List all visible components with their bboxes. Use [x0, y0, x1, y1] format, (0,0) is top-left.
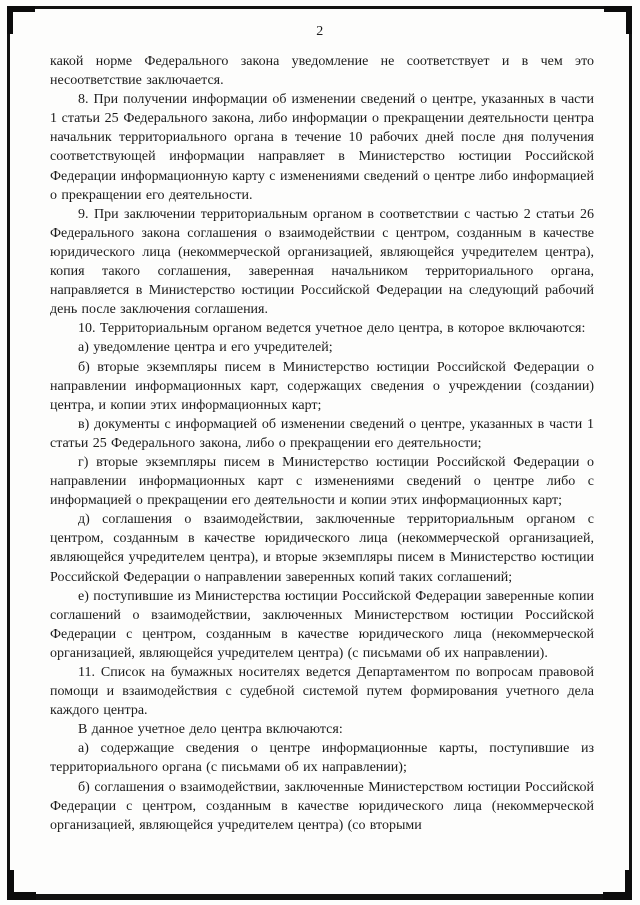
paragraph-subitem-v: в) документы с информацией об изменении сведений о центре, указанных в части 1 статьи 25 Федерального закона, либо о прекращении его деятельности;: [50, 416, 594, 451]
paragraph-subitem-b2: б) соглашения о взаимодействии, заключенные Министерством юстиции Российской Федерации с центром, созданным в качестве юридического лица (некоммерческой организацией, являющейся учредителем центра) (со вторыми: [50, 779, 594, 833]
paragraph-subitem-g: г) вторые экземпляры писем в Министерство юстиции Российской Федерации о направлении информационных карт с изменениями сведений о центре либо с информацией о прекращении его деятельности и копии этих информационных карт;: [50, 454, 594, 509]
paragraph-subitem-e: е) поступившие из Министерства юстиции Российской Федерации заверенные копии соглашений о взаимодействии, заключенных Министерством юстиции Российской Федерации с центром, созданным в качестве юридического лица (некоммерческой организацией, являющейся учредителем центра) (с письмами об их направлении).: [50, 588, 594, 661]
paragraph-item-10: 10. Территориальным органом ведется учетное дело центра, в которое включаются:: [78, 321, 586, 337]
document-body: [50, 52, 594, 835]
paragraph-item-9: 9. При заключении территориальным органом в соответствии с частью 2 статьи 26 Федерального закона соглашения о взаимодействии с центром, созданным в качестве юридического лица (некоммерческой организацией, являющейся учредителем центра), копия такого соглашения, заверенная начальником территориального органа, направляется в Министерство юстиции Российской Федерации на следующий рабочий день после заключения соглашения.: [50, 206, 594, 318]
paragraph-subitem-a: а) уведомление центра и его учредителей;: [78, 340, 333, 356]
page-number: 2: [316, 24, 324, 39]
paragraph-intro-list: В данное учетное дело центра включаются:: [78, 722, 343, 738]
frame-corner-bottom-left: [7, 870, 36, 900]
paragraph-subitem-b: б) вторые экземпляры писем в Министерство юстиции Российской Федерации о направлении информационных карт, содержащих сведения о учреждении (создании) центра, и копии этих информационных карт;: [50, 359, 594, 413]
paragraph-item-11: 11. Список на бумажных носителях ведется Департаментом по вопросам правовой помощи и взаимодействия с судебной системой путем формирования учетного дела каждого центра.: [50, 665, 594, 719]
paragraph-subitem-d: д) соглашения о взаимодействии, заключенные территориальным органом с центром, созданным в качестве юридического лица (некоммерческой организацией, являющейся учредителем центра), и вторые экземпляры писем в Министерство юстиции Российской Федерации о направлении заверенных копий таких соглашений;: [50, 512, 594, 585]
paragraph-continuation: какой норме Федерального закона уведомление не соответствует и в чем это несоответствие заключается.: [50, 54, 594, 89]
paragraph-subitem-a2: а) содержащие сведения о центре информационные карты, поступившие из территориального органа (с письмами об их направлении);: [50, 741, 594, 776]
paragraph-item-8: 8. При получении информации об изменении сведений о центре, указанных в части 1 статьи 25 Федерального закона, либо информации о прекращении деятельности центра начальник территориального органа в течение 10 рабочих дней после дня получения соответствующей информации направляет в Министерство юстиции Российской Федерации информационную карту с изменениями сведений о центре либо информацией о прекращении его деятельности.: [50, 92, 594, 203]
frame-corner-bottom-right: [603, 870, 632, 900]
